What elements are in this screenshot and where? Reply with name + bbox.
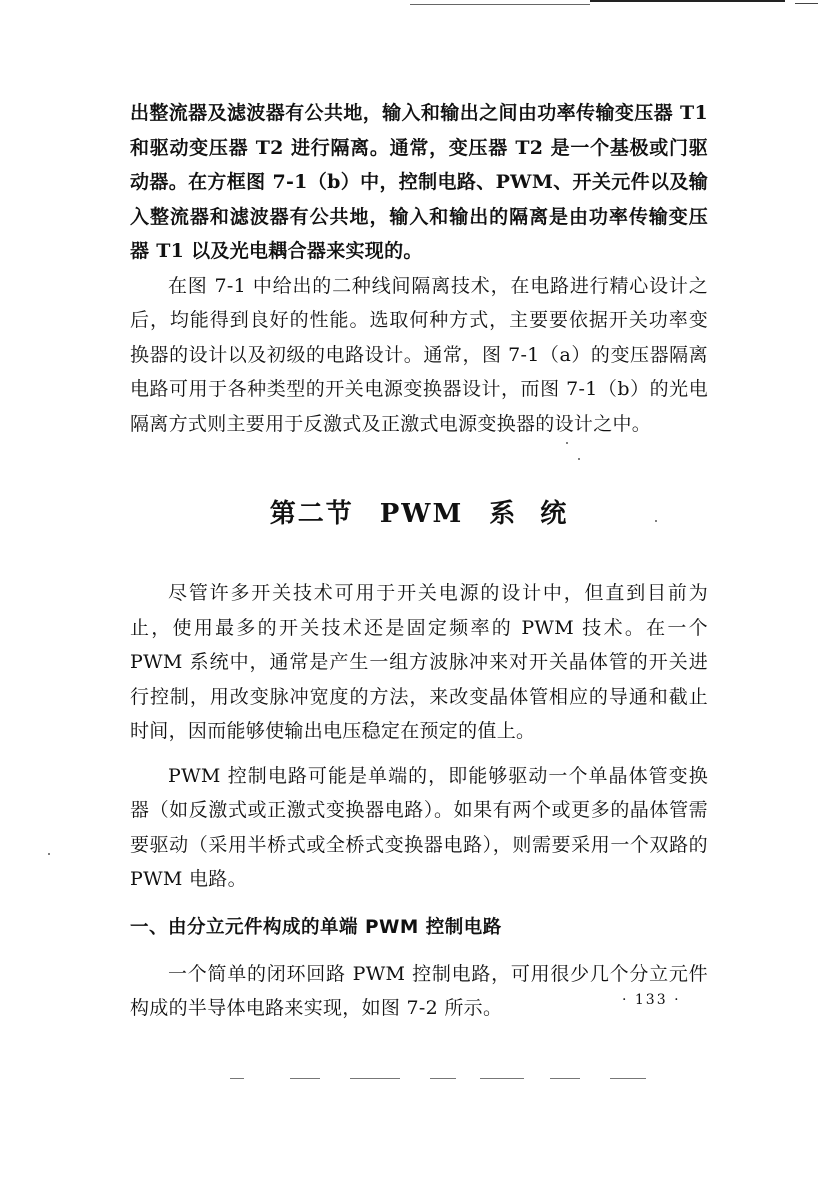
top-rule-right <box>795 3 818 4</box>
paragraph-pwm-intro: 尽管许多开关技术可用于开关电源的设计中，但直到目前为止，使用最多的开关技术还是固定频率的 PWM 技术。在一个 PWM 系统中，通常是产生一组方波脉冲来对开关晶体管的开关进行控制，用改变脉冲宽度的方法，来改变晶体管相应的导通和截止时间，因而能够使输出电压稳定在预定的值上。 <box>130 582 708 742</box>
top-rule-left <box>410 4 590 5</box>
section-title-main: PWM <box>379 499 464 529</box>
paragraph-isolation-comparison: 在图 7-1 中给出的二种线间隔离技术，在电路进行精心设计之后，均能得到良好的性能。选取何种方式，主要要依据开关功率变换器的设计以及初级的电路设计。通常，图 7-1（a）的变压器隔离电路可用于各种类型的开关电源变换器设计，而图 7-1（b）的光电隔离方式则主要用于反激式及正激式电源变换器的设计之中。 <box>130 274 708 435</box>
section-title <box>130 493 708 530</box>
top-rule-middle <box>590 0 785 2</box>
scan-noise-line <box>230 1078 660 1080</box>
paragraph-continued: 出整流器及滤波器有公共地，输入和输出之间由功率传输变压器 T1 和驱动变压器 T2 进行隔离。通常，变压器 T2 是一个基极或门驱动器。在方框图 7-1（b）中，控制电路、PWM、开关元件以及输入整流器和滤波器有公共地，输入和输出的隔离是由功率传输变压器 T1 以及光电耦合器来实现的。 <box>130 102 708 262</box>
section-title-suffix: 系 统 <box>489 499 569 529</box>
scan-speck <box>566 442 568 444</box>
scan-speck <box>655 520 657 522</box>
paragraph-pwm-single-ended: PWM 控制电路可能是单端的，即能够驱动一个单晶体管变换器（如反激式或正激式变换器电路）。如果有两个或更多的晶体管需要驱动（采用半桥式或全桥式变换器电路），则需要采用一个双路的 PWM 电路。 <box>130 764 708 890</box>
subsection-heading: 一、由分立元件构成的单端 PWM 控制电路 <box>130 916 502 938</box>
scan-speck <box>48 853 50 855</box>
scan-speck <box>578 458 580 460</box>
section-title-prefix: 第二节 <box>269 499 354 529</box>
paragraph-closed-loop: 一个简单的闭环回路 PWM 控制电路，可用很少几个分立元件构成的半导体电路来实现，如图 7-2 所示。 <box>130 962 708 1019</box>
page-body <box>130 96 708 1026</box>
page-number: · 133 · <box>622 992 681 1008</box>
